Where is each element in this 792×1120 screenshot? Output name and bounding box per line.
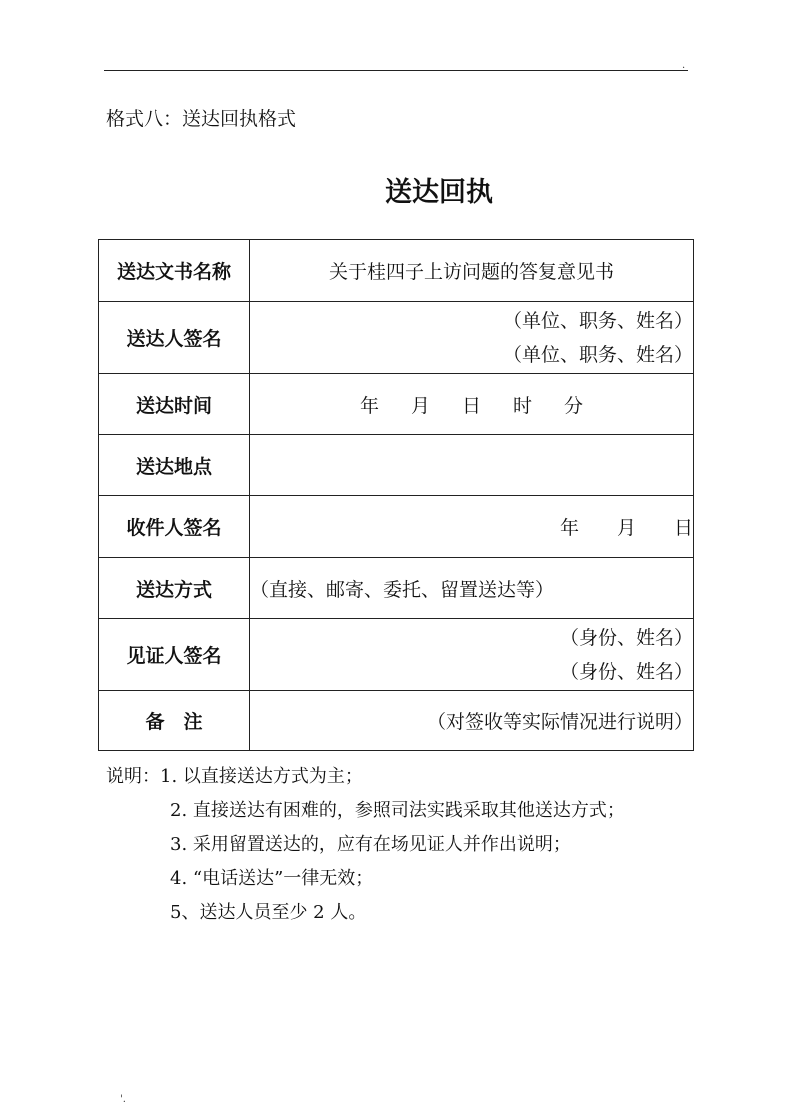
note-item: 3. 采用留置送达的，应有在场见证人并作出说明； xyxy=(170,834,571,855)
time-field[interactable] xyxy=(250,374,694,435)
doc-name-label: 送达文书名称 xyxy=(99,240,250,302)
footer-mark: '. xyxy=(120,1094,126,1105)
recipient-year: 年 xyxy=(559,517,579,539)
time-month: 月 xyxy=(410,394,430,417)
note-item: 2. 直接送达有困难的，参照司法实践采取其他送达方式； xyxy=(170,800,625,821)
remarks-field[interactable]: （对签收等实际情况进行说明） xyxy=(250,691,694,751)
witness-label: 见证人签名 xyxy=(99,619,250,691)
receipt-table xyxy=(98,239,694,751)
header-rule xyxy=(104,70,688,71)
doc-name-value: 关于桂四子上访问题的答复意见书 xyxy=(250,240,694,302)
sender-line-1: （单位、职务、姓名） xyxy=(502,309,693,332)
method-field[interactable]: （直接、邮寄、委托、留置送达等） xyxy=(250,558,694,619)
row-place xyxy=(99,435,694,496)
note-row-1 xyxy=(106,760,625,794)
format-label: 格式八：送达回执格式 xyxy=(106,108,297,130)
time-hour: 时 xyxy=(513,394,533,417)
notes-prefix: 说明： xyxy=(106,766,160,787)
row-method xyxy=(99,558,694,619)
sender-label: 送达人签名 xyxy=(99,302,250,374)
recipient-day: 日 xyxy=(673,517,693,539)
witness-line-2: （身份、姓名） xyxy=(559,660,693,683)
time-minute: 分 xyxy=(564,394,584,417)
row-time xyxy=(99,374,694,435)
row-witness xyxy=(99,619,694,691)
time-day: 日 xyxy=(461,394,481,417)
witness-line-1: （身份、姓名） xyxy=(559,626,693,649)
time-year: 年 xyxy=(359,394,379,417)
remarks-label: 备 注 xyxy=(99,691,250,751)
row-remarks xyxy=(99,691,694,751)
place-label: 送达地点 xyxy=(99,435,250,496)
row-sender xyxy=(99,302,694,374)
note-item: 1. 以直接送达方式为主； xyxy=(160,766,363,787)
witness-signature-field[interactable] xyxy=(250,619,694,691)
recipient-label: 收件人签名 xyxy=(99,496,250,558)
row-doc-name xyxy=(99,240,694,302)
method-label: 送达方式 xyxy=(99,558,250,619)
recipient-signature-field[interactable] xyxy=(250,496,694,558)
header-corner-mark: . xyxy=(682,60,686,71)
time-label: 送达时间 xyxy=(99,374,250,435)
note-item: 5、送达人员至少 2 人。 xyxy=(170,902,367,923)
row-recipient xyxy=(99,496,694,558)
note-item: 4. “电话送达”一律无效； xyxy=(170,868,374,889)
sender-signature-field[interactable] xyxy=(250,302,694,374)
recipient-month: 月 xyxy=(616,517,636,539)
notes-section xyxy=(106,760,625,930)
sender-line-2: （单位、职务、姓名） xyxy=(502,343,693,366)
document-title: 送达回执 xyxy=(385,177,493,208)
place-field[interactable] xyxy=(250,435,694,496)
